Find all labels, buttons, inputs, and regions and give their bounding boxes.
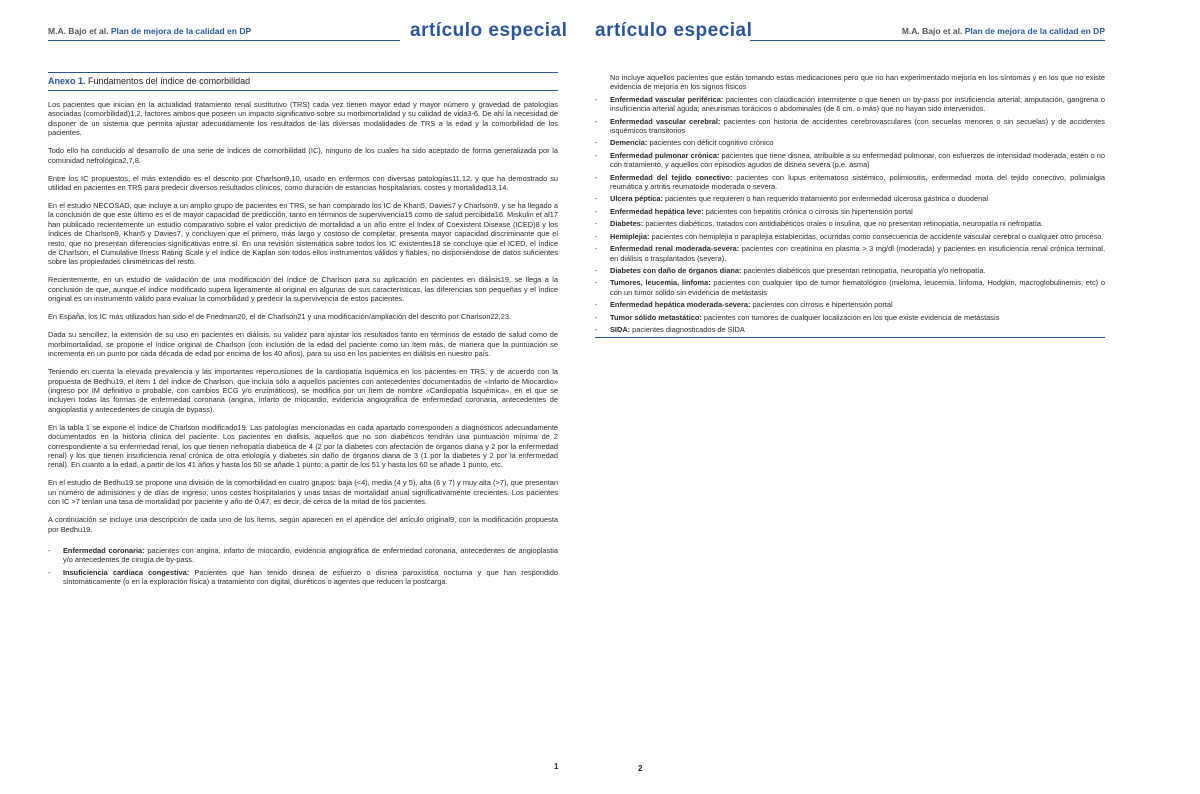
list-item (595, 232, 1105, 241)
annex-title (48, 72, 558, 91)
list-item (595, 117, 1105, 136)
item-term: Enfermedad vascular periférica: (610, 94, 724, 104)
item-term: Insuficiencia cardiaca congestiva: (63, 567, 190, 577)
item-text: Pacientes que han tenido disnea de esfuerzo o disnea paroxística nocturna y que han respondido sintomáticamente (o en la exploración física) a tratamiento con digital, diuréticos o agentes que reducen la postcarga. (63, 567, 558, 587)
section-label: artículo especial (410, 20, 568, 41)
item-text: pacientes con tumores de cualquier localización en los que existe evidencia de metástasis (701, 312, 1000, 322)
item-term: SIDA: (610, 324, 631, 334)
item-term: Ulcera péptica: (610, 194, 663, 204)
list-item (595, 219, 1105, 228)
paragraph: A continuación se incluye una descripción de cada uno de los ítems, según aparecen en el apéndice del artículo original9, con la modificación propuesta por Bedhu19. (48, 515, 558, 534)
list-item (595, 313, 1105, 322)
item-text: pacientes con cualquier tipo de tumor hematológico (mieloma, leucemia, linfoma, Hodgkin, macroglobulinemis, etc) o con un tumor sólido sin evidencia de metástasis (610, 278, 1105, 297)
list-item-continuation: No incluye aquellos pacientes que están tomando estas medicaciones pero que no han experimentado mejoría en los síntomas y en los que no existe evidencia de mejoría en los signos físicos (610, 73, 1105, 92)
item-term: Enfermedad hepática moderada-severa: (610, 300, 751, 310)
header-rule (750, 40, 1105, 41)
item-text: pacientes con creatinina en plasma > 3 mg/dl (moderada) y pacientes en insuficiencia renal crónica terminal, en diálisis o trasplantados (severa). (610, 244, 1106, 263)
author-credit: M.A. Bajo et al. (48, 26, 109, 36)
list-item (595, 325, 1105, 334)
list-item (595, 95, 1105, 114)
running-credit (48, 26, 251, 36)
item-text: pacientes que requieren o han requerido tratamiento por enfermedad ulcerosa gástrica o duodenal (663, 194, 988, 204)
right-body (595, 73, 1105, 338)
paragraph: Los pacientes que inician en la actualidad tratamiento renal sustitutivo (TRS) cada vez tienen mayor edad y mayor número y gravedad de patologías asociadas (comorbilidad)1,2, factores ambos que poseen un impacto significativo sobre su morbimortalidad y su calidad de vida3-6. De ahí la necesidad de disponer de un sistema que permita ajustar adecuadamente los resultados de las diversas modalidades de TRS a la edad y la comorbilidad de los pacientes. (48, 100, 558, 138)
item-term: Enfermedad coronaria: (63, 545, 145, 555)
item-text: pacientes con historia de accidentes cerebrovasculares (con secuelas menores o sin secuelas) y de accidentes isquémicos transitorios (610, 116, 1105, 136)
item-term: Enfermedad hepática leve: (610, 206, 704, 216)
paragraph: Dada su sencillez, la extensión de su uso en pacientes en diálisis, su validez para ajustar los resultados tanto en términos de estado de salud como de morbimortalidad, se propone el índice original de Charlson (con inclusión de la edad del paciente como un ítem más, de manera que la puntuación se incrementa en un punto por cada década de edad por encima de los 40 años), para su uso en los pacientes en diálisis en nuestro país. (48, 330, 558, 359)
list-end-rule (595, 337, 1105, 338)
annex-number: Anexo 1. (48, 76, 86, 86)
running-credit (902, 26, 1105, 36)
paragraph: En el estudio de Bedhu19 se propone una división de la comorbilidad en cuatro grupos: baja (<4), media (4 y 5), alta (6 y 7) y muy alta (>7), que presentan un número de admisiones y de días de ingreso, unos costes hospitalarios y unas tasas de mortalidad anual significativamente crecientes. Los pacientes con IC >7 tenían una tasa de mortalidad por paciente y año de 0,47, es decir, de cerca de la mitad de los pacientes. (48, 478, 558, 507)
paragraph: En la tabla 1 se expone el índice de Charlson modificado19. Las patologías mencionadas en cada apartado corresponden a diagnósticos adecuadamente documentados en la historia clínica del paciente. Los pacientes en diálisis, aquellos que no son diabéticos tendrán una puntuación mínima de 2 correspondiente a su enfermedad renal, los que tienen nefropatía diabética de 4 (2 por la diabetes con afectación de órganos diana y 2 por la enfermedad renal) y los que tienen insuficiencia renal crónica de otra etiología y diabetes sin daño de órganos diana de 3 (1 por la diabetes y 2 por la enfermedad renal). En cuanto a la edad, a partir de los 41 años y hasta los 50 se añade 1 punto; a partir de los 51 y hasta los 60 se añade 1 punto, etc. (48, 422, 558, 470)
item-list-left (48, 546, 558, 587)
item-term: Enfermedad renal moderada-severa: (610, 244, 740, 254)
section-label: artículo especial (595, 20, 753, 41)
paragraph: En el estudio NECOSAD, que incluye a un amplio grupo de pacientes en TRS, se han comparado los IC de Khan5, Davies7 y Charlson9, y se ha llegado a la conclusión de que este último es el de mayor capacidad de predicción, tanto en términos de supervivencia15 como de salud percibida16. Miskulin et al17 han publicado recientemente un estudio comparativo sobre el valor predictivo de mortalidad a un año entre el Index of Coexistent Disease (ICED)8 y los índices de Charlson9, Khan5 y Davies7, y concluyen que el primero, más largo y costoso de completar, presenta mayor capacidad discriminante que el resto, que no presentan diferencias significativas entre sí. En una revisión sistemática sobre todos los IC existentes18 se concluye que el ICED, el índice de Charlson, el Cumulative Ilness Rating Scale y el índice de Kaplan son todos ellos instrumentos válidos y fiables, no disponiéndose de datos suficientes sobre las propiedades clinimétricas del resto. (48, 201, 558, 267)
list-item (595, 194, 1105, 203)
item-term: Diabetes con daño de órganos diana: (610, 265, 742, 275)
paragraph: Teniendo en cuenta la elevada prevalencia y las importantes repercusiones de la cardiopatía isquémica en los pacientes en TRS, y de acuerdo con la propuesta de Bedhu19, el ítem 1 del índice de Charlson, que incluía sólo a aquellos pacientes con antecedentes documentados de «Infarto de Miocardio» (ingreso por IM definitivo o probable, con cambios ECG y/o enzimáticos), se modifica por un ítem de nombre «Cardiopatía Isquémica», en el que se incluyen todas las formas de enfermedad coronaria (angina, infarto de miocardio, evidencia angiográfica de enfermedad coronaria, antecedentes de angioplastia y antecedentes de cirugía de bypass). (48, 367, 558, 414)
item-text: pacientes con déficit cognitivo crónico (647, 138, 774, 148)
page-right (595, 0, 1200, 794)
item-term: Enfermedad vascular cerebral: (610, 116, 721, 126)
item-term: Hemiplejia: (610, 231, 650, 241)
annex-heading: Fundamentos del índice de comorbilidad (88, 76, 251, 86)
item-text: pacientes con hemiplejia o paraplejia establecidas, ocurridas como consecuencia de accidente vascular cerebral o cualquier otro proceso. (649, 231, 1104, 241)
list-item (48, 546, 558, 565)
list-item (595, 300, 1105, 309)
running-title: Plan de mejora de la calidad en DP (964, 26, 1105, 36)
item-text: pacientes diagnosticados de SIDA (630, 324, 745, 334)
item-text: pacientes con angina, infarto de miocardio, evidencia angiográfica de enfermedad coronaria, antecedentes de angioplastia y/o antecedentes de cirugía de by-pass. (63, 545, 558, 565)
page-number: 1 (554, 762, 559, 771)
item-text: pacientes diabéticos, tratados con antidiabéticos orales o insulina, que no presentan retinopatía, neuropatía ni nefropatía. (643, 219, 1044, 229)
running-title: Plan de mejora de la calidad en DP (110, 26, 252, 36)
author-credit: M.A. Bajo et al. (901, 26, 963, 36)
list-item (595, 207, 1105, 216)
paragraph: Todo ello ha conducido al desarrollo de una serie de índices de comorbilidad (IC), ninguno de los cuales ha sido aceptado de forma generalizada por la comunidad nefrológica2,7,8. (48, 146, 558, 165)
left-body (48, 100, 558, 590)
item-text: pacientes con hepatitis crónica o cirrosis sin hipertensión portal (703, 206, 913, 216)
item-term: Tumor sólido metastático: (610, 312, 702, 322)
paragraph: En España, los IC más utilizados han sido el de Friedman20, el de Charlson21 y una modificación/ampliación del descrito por Charlson22,23. (48, 312, 511, 322)
item-term: Enfermedad del tejido conectivo: (610, 172, 733, 182)
item-term: Enfermedad pulmonar crónica: (610, 150, 720, 160)
list-item (595, 138, 1105, 147)
list-item (595, 266, 1105, 275)
item-text: pacientes con lupus eritematoso sistémico, polimiositis, enfermedad mixta del tejido conectivo, polimialgia reumática y artritis reumatoide moderada o severa. (610, 172, 1105, 192)
list-item (595, 151, 1105, 170)
item-text: pacientes con claudicación intermitente o que tienen un by-pass por insuficiencia arterial; amputación, gangrena o insuficiencia arterial aguda; aneurismas torácicos o abdominales (de 6 cm. o más) que no hayan sido intervenidos. (610, 94, 1105, 114)
item-term: Tumores, leucemia, linfoma: (610, 278, 711, 288)
page-header-left (0, 20, 600, 50)
list-item (595, 173, 1105, 192)
page-number: 2 (638, 764, 643, 773)
paragraph: Entre los IC propuestos, el más extendido es el descrito por Charlson9,10, usado en enfermos con diversas patologías11,12, y que ha demostrado su utilidad en pacientes en TRS para predecir diversos resultados clínicos, como duración de estancias hospitalarias, costes y mortalidad13,14. (48, 173, 558, 193)
item-text: pacientes con cirrosis e hipertensión portal (750, 300, 893, 310)
item-text: pacientes que tiene disnea, atribuible a su enfermedad pulmonar, con esfuerzos de intensidad moderada, estén o no con tratamiento, y aquellos con episodios agudos de disnea severa (p.e. asma) (610, 150, 1105, 170)
list-item (48, 568, 558, 587)
list-item (595, 278, 1105, 297)
item-list-right (595, 73, 1105, 334)
paragraph: Recientemente, en un estudio de validación de una modificación del índice de Charlson para su aplicación en pacientes en diálisis19, se llega a la conclusión de que, aunque el índice modificado supera ligeramente al original en algunas de sus características, las diferencias son pequeñas y el índice original es un instrumento válido para evaluar la comorbilidad y predecir la supervivencia de estos pacientes. (48, 275, 558, 304)
header-rule (48, 40, 400, 41)
item-text: pacientes diabéticos que presentan retinopatía, neuropatía y/o nefropatía. (741, 265, 986, 275)
list-item (595, 244, 1105, 263)
item-term: Diabetes: (610, 219, 644, 229)
item-term: Demencia: (610, 138, 648, 148)
page-header-right (595, 20, 1200, 50)
